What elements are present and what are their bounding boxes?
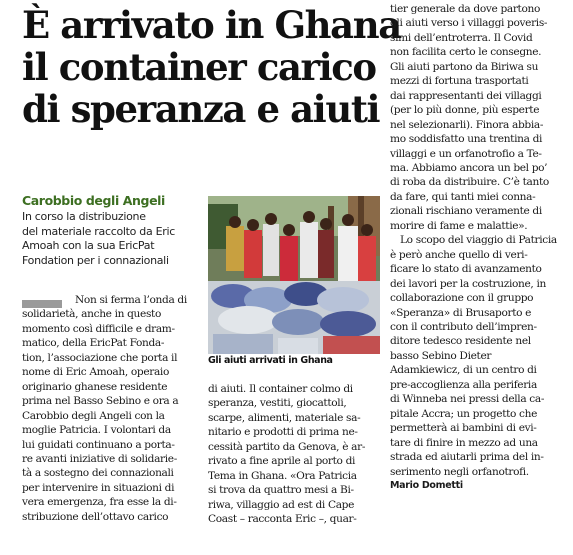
aid-photo — [208, 196, 380, 354]
article-column-1 — [22, 293, 199, 524]
text-line: per intervenire in situazioni di — [22, 481, 175, 494]
text-line: rivato a fine aprile al porto di — [208, 455, 356, 468]
text-line: tier generale da dove partono — [390, 3, 540, 15]
text-line: gli aiuti verso i villaggi poveris- — [390, 17, 548, 30]
text-line: nome di Eric Amoah, operaio — [22, 366, 169, 379]
text-line: Gli aiuti partono da Biriwa su — [390, 60, 539, 73]
text-line: strada ed aiutarli prima del in- — [390, 451, 544, 464]
text-line: morire di fame e malattie». — [390, 219, 528, 232]
text-line: re avanti iniziative di solidarie- — [22, 452, 177, 465]
subtitle-line: Amoah con la sua EricPat — [22, 239, 155, 253]
text-line: da fare, qui tanti miei conna- — [390, 190, 536, 203]
text-line: lui guidati continuano a porta- — [22, 438, 175, 451]
text-line: (per lo più donne, più esperte — [390, 104, 540, 117]
text-line: collaborazione con il gruppo — [390, 292, 534, 305]
headline-line: il container carico — [22, 45, 376, 89]
aid-photo-image — [208, 196, 380, 354]
text-line: serimento negli orfanotrofi. — [390, 465, 529, 478]
text-line: ma. Abbiamo ancora un bel po’ — [390, 161, 548, 174]
headline-line: È arrivato in Ghana — [22, 3, 401, 47]
text-line: ditore tedesco residente nel — [390, 335, 531, 348]
text-line: simi dell’entroterra. Il Covid — [390, 31, 533, 44]
subtitle-line: In corso la distribuzione — [22, 210, 146, 223]
author-byline: Mario Dometti — [390, 479, 463, 491]
text-line: originario ghanese residente — [22, 380, 168, 393]
text-line: vera emergenza, fra esse la di- — [22, 496, 177, 509]
text-line: momento così difficile e dram- — [22, 322, 175, 335]
text-line: zionali rischiano veramente di — [390, 205, 542, 218]
text-line: non facilita certo le consegne. — [390, 46, 542, 59]
headline — [22, 3, 401, 131]
headline-line: di speranza e aiuti — [22, 87, 380, 131]
text-line: mezzi di fortuna trasportati — [390, 75, 529, 88]
text-line: con il contributo dell’impren- — [390, 320, 537, 333]
text-line: pre-accoglienza alla periferia — [390, 378, 537, 391]
subtitle-line: Fondation per i connazionali — [22, 253, 169, 267]
text-line: riwa, villaggio ad est di Cape — [208, 498, 355, 511]
text-line: solidarietà, anche in questo — [22, 308, 161, 321]
text-line: di Winneba nei pressi della ca- — [390, 393, 545, 406]
section-label: Carobbio degli Angeli — [22, 193, 165, 208]
text-line: di roba da distribuire. C’è tanto — [390, 176, 549, 189]
text-line: Lo scopo del viaggio di Patricia — [400, 234, 557, 247]
article-column-2 — [208, 382, 380, 527]
text-line: Carobbio degli Angeli con la — [22, 409, 165, 422]
subtitle — [22, 210, 212, 268]
text-line: «Speranza» di Brusaporto e — [390, 306, 532, 319]
text-line: Adamkiewicz, di un centro di — [390, 364, 537, 377]
text-line: pitale Accra; un progetto che — [390, 407, 538, 420]
text-line: Tema in Ghana. «Ora Patricia — [208, 469, 357, 482]
text-line: matico, della EricPat Fonda- — [22, 337, 165, 350]
subtitle-line: del materiale raccolto da Eric — [22, 224, 175, 238]
text-line: basso Sebino Dieter — [390, 349, 492, 362]
text-line: tion, l’associazione che porta il — [22, 351, 178, 364]
text-line: tà a sostegno dei connazionali — [22, 467, 174, 480]
article-column-3 — [390, 2, 570, 493]
text-line: cessità partito da Genova, è ar- — [208, 440, 366, 453]
photo-caption: Gli aiuti arrivati in Ghana — [208, 355, 333, 366]
text-line: si trova da quattro mesi a Bi- — [208, 484, 354, 497]
text-line: nitario e prodotti di prima ne- — [208, 426, 358, 439]
text-line: tare di finire in mezzo ad una — [390, 436, 538, 449]
text-line: prima nel Basso Sebino e ora a — [22, 395, 179, 408]
text-line: mo soddisfatto una trentina di — [390, 133, 543, 146]
text-line: dei lavori per la costruzione, in — [390, 277, 546, 290]
text-line: ficare lo stato di avanzamento — [390, 263, 542, 276]
text-line: di aiuti. Il container colmo di — [208, 383, 353, 395]
text-line: scarpe, alimenti, materiale sa- — [208, 411, 361, 424]
text-line: permetterà ai bambini di evi- — [390, 422, 537, 435]
text-line: nel selezionarli). Finora abbia- — [390, 118, 544, 131]
text-line: dai rappresentanti dei villaggi — [390, 89, 542, 102]
text-line: moglie Patricia. I volontari da — [22, 424, 171, 437]
text-line: è però anche quello di veri- — [390, 248, 528, 261]
text-line: Non si ferma l’onda di — [75, 294, 187, 306]
text-line: villaggi e un orfanotrofio a Te- — [390, 147, 542, 160]
text-line: Coast – racconta Eric –, quar- — [208, 513, 357, 526]
text-line: speranza, vestiti, giocattoli, — [208, 397, 347, 410]
text-line: stribuzione dell’ottavo carico — [22, 510, 169, 523]
